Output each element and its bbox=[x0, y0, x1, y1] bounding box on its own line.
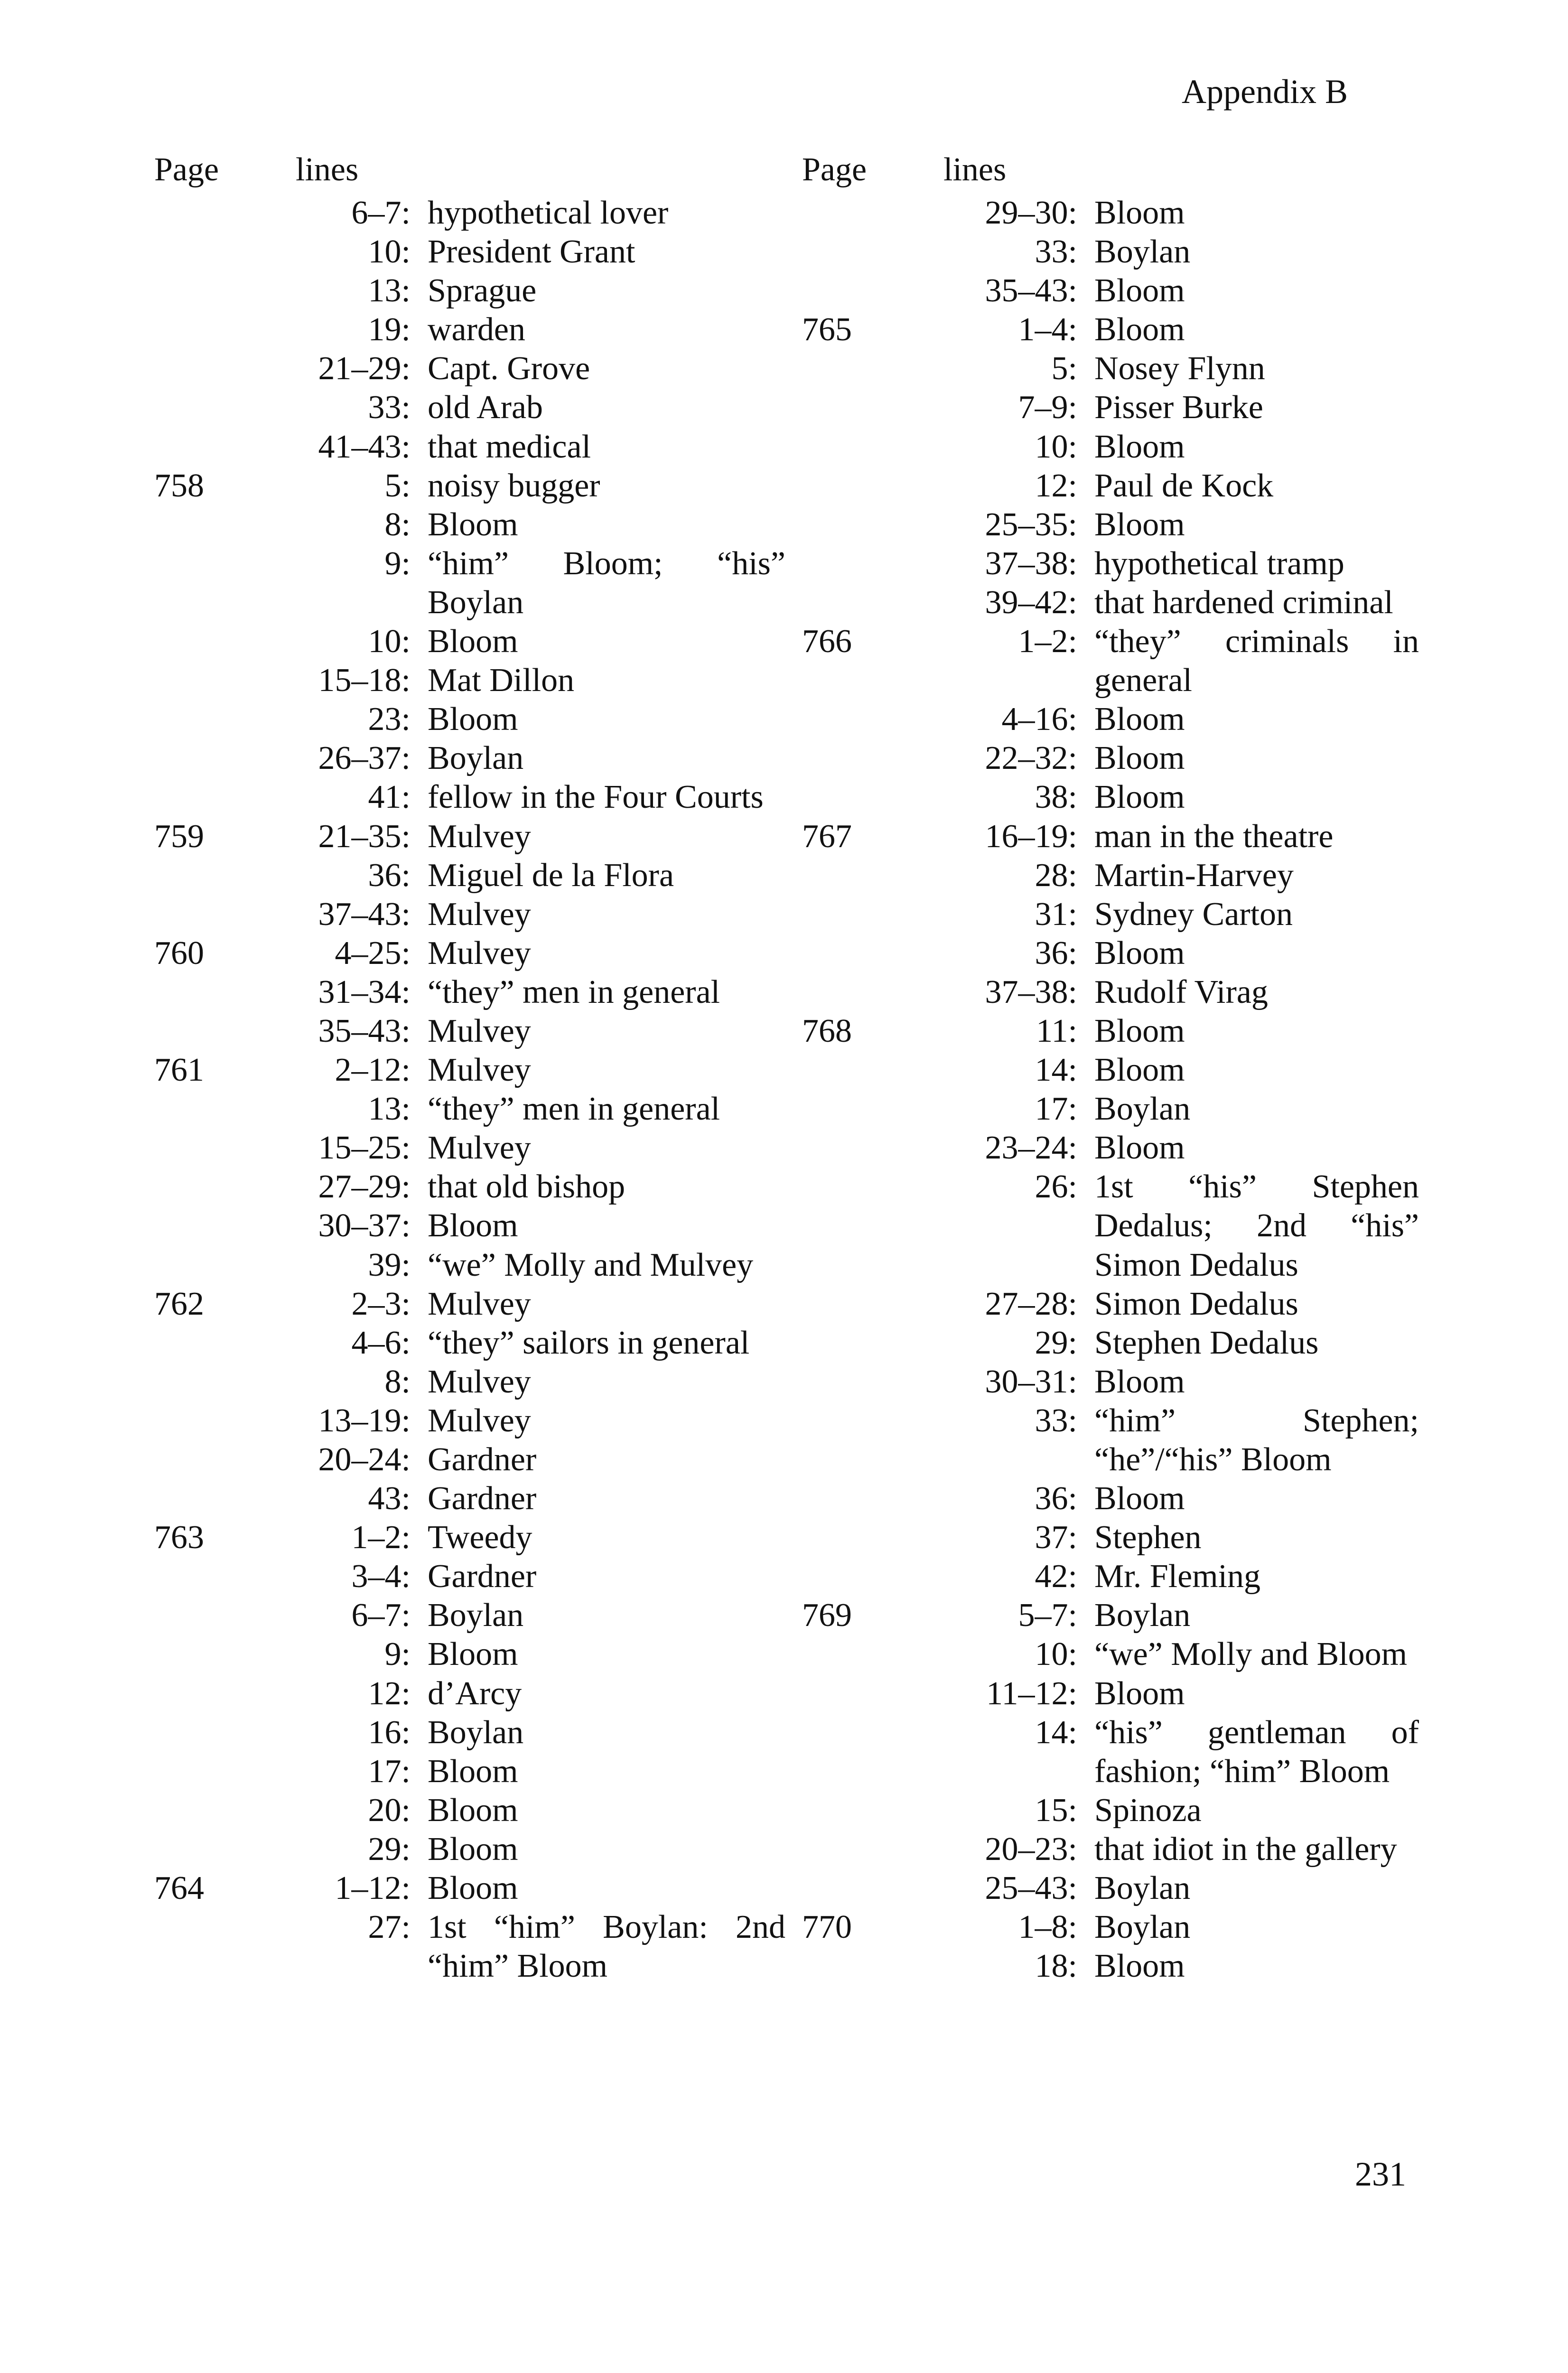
line-range: 4–16: bbox=[1001, 701, 1077, 738]
referent-name: Mulvey bbox=[428, 1012, 531, 1049]
referent-name: noisy bugger bbox=[428, 467, 600, 504]
referent-name: 1st “his” Stephen Dedalus; 2nd “his” Simon Dedalus bbox=[1094, 1168, 1419, 1283]
line-range: 35–43: bbox=[985, 272, 1077, 309]
index-entry bbox=[802, 1947, 1419, 1986]
index-entry bbox=[154, 544, 785, 622]
line-range: 36: bbox=[368, 857, 411, 894]
line-range: 36: bbox=[1035, 934, 1077, 972]
line-range: 20: bbox=[368, 1792, 411, 1829]
index-entry bbox=[802, 467, 1419, 505]
referent-name: President Grant bbox=[428, 234, 635, 271]
line-range: 10: bbox=[368, 234, 411, 271]
line-range: 13: bbox=[368, 272, 411, 309]
line-range: 27–29: bbox=[318, 1168, 411, 1205]
referent-name: Gardner bbox=[428, 1480, 537, 1517]
page-ref: 767 bbox=[802, 818, 852, 855]
index-entry bbox=[154, 1285, 785, 1324]
index-entry bbox=[154, 1401, 785, 1440]
referent-name: Stephen Dedalus bbox=[1094, 1324, 1319, 1361]
index-entry bbox=[154, 817, 785, 856]
referent-name: Capt. Grove bbox=[428, 350, 590, 387]
line-range: 8: bbox=[384, 506, 411, 543]
line-range: 23–24: bbox=[985, 1130, 1077, 1167]
referent-name: “we” Molly and Bloom bbox=[1094, 1636, 1408, 1673]
line-range: 43: bbox=[368, 1480, 411, 1517]
index-entry bbox=[154, 1246, 785, 1285]
index-entry bbox=[154, 1830, 785, 1869]
line-range: 6–7: bbox=[351, 1597, 411, 1634]
line-range: 6–7: bbox=[351, 195, 411, 231]
referent-name: Bloom bbox=[1094, 1480, 1185, 1517]
page-ref: 768 bbox=[802, 1012, 852, 1049]
index-column-left bbox=[154, 151, 785, 1986]
referent-name: Bloom bbox=[1094, 1675, 1185, 1712]
referent-name: Boylan bbox=[428, 740, 524, 777]
page-number: 231 bbox=[1355, 2155, 1406, 2193]
line-range: 1–2: bbox=[1018, 623, 1077, 660]
referent-name: Bloom bbox=[428, 1870, 518, 1907]
index-entry bbox=[802, 700, 1419, 739]
index-entry bbox=[802, 1401, 1419, 1479]
index-entry bbox=[802, 388, 1419, 427]
line-range: 22–32: bbox=[985, 740, 1077, 777]
referent-name: Mulvey bbox=[428, 1363, 531, 1400]
index-entry bbox=[154, 622, 785, 661]
index-entry bbox=[154, 973, 785, 1012]
referent-name: man in the theatre bbox=[1094, 818, 1334, 855]
referent-name: Stephen bbox=[1094, 1519, 1202, 1556]
line-range: 13–19: bbox=[318, 1402, 411, 1439]
referent-name: that hardened criminal bbox=[1094, 584, 1393, 621]
referent-name: Bloom bbox=[428, 701, 518, 738]
referent-name: Nosey Flynn bbox=[1094, 350, 1265, 387]
referent-name: Bloom bbox=[1094, 272, 1185, 309]
page-ref: 762 bbox=[154, 1285, 204, 1322]
page-ref: 758 bbox=[154, 467, 204, 504]
referent-name: Sprague bbox=[428, 272, 537, 309]
index-entry bbox=[802, 1129, 1419, 1168]
line-range: 1–2: bbox=[351, 1519, 411, 1556]
line-range: 39–42: bbox=[985, 584, 1077, 621]
referent-name: Bloom bbox=[1094, 701, 1185, 738]
referent-name: Mulvey bbox=[428, 818, 531, 855]
referent-name: “him” Bloom; “his” Boylan bbox=[428, 545, 785, 621]
index-entry bbox=[154, 1479, 785, 1518]
referent-name: Bloom bbox=[428, 506, 518, 543]
index-entry bbox=[154, 1206, 785, 1245]
referent-name: Bloom bbox=[428, 1207, 518, 1244]
index-entry bbox=[154, 1596, 785, 1635]
referent-name: Bloom bbox=[428, 1636, 518, 1673]
referent-name: Miguel de la Flora bbox=[428, 857, 674, 894]
referent-name: Mulvey bbox=[428, 1285, 531, 1322]
referent-name: hypothetical tramp bbox=[1094, 545, 1344, 582]
referent-name: Bloom bbox=[1094, 428, 1185, 465]
referent-name: “they” men in general bbox=[428, 973, 720, 1010]
index-entry bbox=[154, 1791, 785, 1830]
referent-name: Pisser Burke bbox=[1094, 389, 1263, 426]
referent-name: “we” Molly and Mulvey bbox=[428, 1246, 754, 1283]
index-entry bbox=[802, 739, 1419, 778]
referent-name: d’Arcy bbox=[428, 1675, 522, 1712]
line-range: 1–12: bbox=[335, 1870, 411, 1907]
index-entry bbox=[802, 1830, 1419, 1869]
line-range: 15: bbox=[1035, 1792, 1077, 1829]
index-entry bbox=[802, 233, 1419, 271]
line-range: 11: bbox=[1036, 1012, 1077, 1049]
line-range: 3–4: bbox=[351, 1558, 411, 1595]
index-rows bbox=[802, 194, 1419, 1986]
referent-name: Mulvey bbox=[428, 1130, 531, 1167]
referent-name: Mulvey bbox=[428, 1402, 531, 1439]
index-entry bbox=[802, 194, 1419, 233]
index-entry bbox=[802, 349, 1419, 388]
line-range: 19: bbox=[368, 311, 411, 348]
line-range: 20–24: bbox=[318, 1441, 411, 1478]
index-entry bbox=[154, 233, 785, 271]
index-entry bbox=[154, 739, 785, 778]
line-range: 35–43: bbox=[318, 1012, 411, 1049]
index-entry bbox=[802, 544, 1419, 583]
line-range: 33: bbox=[1035, 1402, 1077, 1439]
line-range: 41: bbox=[368, 779, 411, 816]
index-entry bbox=[154, 428, 785, 467]
index-entry bbox=[154, 194, 785, 233]
line-range: 31: bbox=[1035, 896, 1077, 933]
index-entry bbox=[154, 856, 785, 895]
line-range: 41–43: bbox=[318, 428, 411, 465]
page-ref: 769 bbox=[802, 1597, 852, 1634]
index-entry bbox=[154, 1869, 785, 1908]
index-entry bbox=[802, 622, 1419, 700]
index-entry bbox=[802, 895, 1419, 934]
index-entry bbox=[802, 817, 1419, 856]
index-entry bbox=[154, 1440, 785, 1479]
index-entry bbox=[154, 1518, 785, 1557]
line-range: 25–43: bbox=[985, 1870, 1077, 1907]
running-header: Appendix B bbox=[1182, 73, 1348, 111]
referent-name: Bloom bbox=[428, 1753, 518, 1790]
line-range: 16: bbox=[368, 1714, 411, 1751]
line-range: 13: bbox=[368, 1091, 411, 1128]
index-entry bbox=[802, 1557, 1419, 1596]
referent-name: that medical bbox=[428, 428, 591, 465]
index-entry bbox=[802, 1363, 1419, 1401]
referent-name: Rudolf Virag bbox=[1094, 973, 1268, 1010]
line-range: 29: bbox=[1035, 1324, 1077, 1361]
index-entry bbox=[154, 1168, 785, 1206]
index-entry bbox=[802, 1285, 1419, 1324]
referent-name: that old bishop bbox=[428, 1168, 625, 1205]
line-range: 17: bbox=[1035, 1091, 1077, 1128]
line-range: 21–29: bbox=[318, 350, 411, 387]
line-range: 8: bbox=[384, 1363, 411, 1400]
referent-name: Spinoza bbox=[1094, 1792, 1202, 1829]
line-range: 15–25: bbox=[318, 1130, 411, 1167]
referent-name: Bloom bbox=[1094, 934, 1185, 972]
index-entry bbox=[802, 1908, 1419, 1947]
line-range: 9: bbox=[384, 1636, 411, 1673]
page-ref: 770 bbox=[802, 1909, 852, 1946]
page-ref: 760 bbox=[154, 934, 204, 972]
line-range: 5–7: bbox=[1018, 1597, 1077, 1634]
index-entry bbox=[802, 271, 1419, 310]
line-range: 21–35: bbox=[318, 818, 411, 855]
index-entry bbox=[802, 1869, 1419, 1908]
line-range: 15–18: bbox=[318, 662, 411, 699]
index-entry bbox=[802, 1518, 1419, 1557]
page-ref: 764 bbox=[154, 1870, 204, 1907]
page-ref: 761 bbox=[154, 1052, 204, 1089]
referent-name: warden bbox=[428, 311, 526, 348]
index-entry bbox=[802, 1051, 1419, 1090]
line-range: 4–25: bbox=[335, 934, 411, 972]
line-range: 1–8: bbox=[1018, 1909, 1077, 1946]
index-entry bbox=[154, 700, 785, 739]
page-column-heading: Page bbox=[802, 151, 867, 188]
index-entry bbox=[154, 1908, 785, 1986]
line-range: 33: bbox=[1035, 234, 1077, 271]
page-ref: 766 bbox=[802, 623, 852, 660]
referent-name: fellow in the Four Courts bbox=[428, 779, 764, 816]
line-range: 30–31: bbox=[985, 1363, 1077, 1400]
index-entry bbox=[802, 1791, 1419, 1830]
index-entry bbox=[154, 1051, 785, 1090]
referent-name: “they” men in general bbox=[428, 1091, 720, 1128]
index-entry bbox=[154, 1674, 785, 1713]
index-entry bbox=[802, 1012, 1419, 1051]
line-range: 20–23: bbox=[985, 1831, 1077, 1868]
referent-name: Bloom bbox=[428, 1831, 518, 1868]
line-range: 5: bbox=[384, 467, 411, 504]
line-range: 37–43: bbox=[318, 896, 411, 933]
line-range: 2–3: bbox=[351, 1285, 411, 1322]
line-range: 31–34: bbox=[318, 973, 411, 1010]
referent-name: Bloom bbox=[1094, 1948, 1185, 1985]
referent-name: Sydney Carton bbox=[1094, 896, 1293, 933]
column-header bbox=[154, 151, 785, 194]
referent-name: Bloom bbox=[428, 623, 518, 660]
line-range: 39: bbox=[368, 1246, 411, 1283]
line-range: 26–37: bbox=[318, 740, 411, 777]
referent-name: Mat Dillon bbox=[428, 662, 575, 699]
line-range: 26: bbox=[1035, 1168, 1077, 1205]
index-column-right bbox=[802, 151, 1419, 1986]
line-range: 28: bbox=[1035, 857, 1077, 894]
line-range: 14: bbox=[1035, 1714, 1077, 1751]
line-range: 18: bbox=[1035, 1948, 1077, 1985]
page-ref: 765 bbox=[802, 311, 852, 348]
line-range: 29–30: bbox=[985, 195, 1077, 231]
referent-name: Boylan bbox=[428, 1714, 524, 1751]
referent-name: Bloom bbox=[1094, 1012, 1185, 1049]
referent-name: Bloom bbox=[1094, 311, 1185, 348]
index-entry bbox=[802, 1168, 1419, 1284]
line-range: 9: bbox=[384, 545, 411, 582]
referent-name: Mulvey bbox=[428, 896, 531, 933]
referent-name: Bloom bbox=[428, 1792, 518, 1829]
index-entry bbox=[802, 778, 1419, 817]
line-range: 10: bbox=[1035, 428, 1077, 465]
index-entry bbox=[802, 310, 1419, 349]
index-entry bbox=[802, 1090, 1419, 1129]
index-entry bbox=[802, 583, 1419, 622]
index-entry bbox=[154, 271, 785, 310]
line-range: 2–12: bbox=[335, 1052, 411, 1089]
line-range: 23: bbox=[368, 701, 411, 738]
lines-column-heading: lines bbox=[296, 151, 359, 188]
referent-name: Boylan bbox=[1094, 1909, 1191, 1946]
page-ref: 763 bbox=[154, 1519, 204, 1556]
column-header bbox=[802, 151, 1419, 194]
line-range: 5: bbox=[1051, 350, 1077, 387]
index-entry bbox=[154, 310, 785, 349]
line-range: 37: bbox=[1035, 1519, 1077, 1556]
referent-name: Martin-Harvey bbox=[1094, 857, 1294, 894]
referent-name: “they” criminals in general bbox=[1094, 623, 1419, 699]
line-range: 10: bbox=[1035, 1636, 1077, 1673]
index-entry bbox=[154, 661, 785, 700]
index-entry bbox=[802, 1479, 1419, 1518]
line-range: 33: bbox=[368, 389, 411, 426]
referent-name: that idiot in the gallery bbox=[1094, 1831, 1397, 1868]
index-entry bbox=[154, 349, 785, 388]
index-entry bbox=[154, 505, 785, 544]
referent-name: Boylan bbox=[1094, 1091, 1191, 1128]
referent-name: Mulvey bbox=[428, 1052, 531, 1089]
page-column-heading: Page bbox=[154, 151, 219, 188]
referent-name: Bloom bbox=[1094, 740, 1185, 777]
line-range: 1–4: bbox=[1018, 311, 1077, 348]
referent-name: old Arab bbox=[428, 389, 543, 426]
line-range: 29: bbox=[368, 1831, 411, 1868]
index-entry bbox=[802, 1635, 1419, 1674]
line-range: 37–38: bbox=[985, 973, 1077, 1010]
referent-name: Bloom bbox=[1094, 779, 1185, 816]
referent-name: Bloom bbox=[1094, 1130, 1185, 1167]
index-entry bbox=[154, 388, 785, 427]
page-ref: 759 bbox=[154, 818, 204, 855]
index-entry bbox=[154, 895, 785, 934]
referent-name: “him” Stephen; “he”/“his” Bloom bbox=[1094, 1402, 1419, 1478]
line-range: 42: bbox=[1035, 1558, 1077, 1595]
referent-name: “his” gentleman of fashion; “him” Bloom bbox=[1094, 1714, 1419, 1790]
line-range: 27: bbox=[368, 1909, 411, 1946]
referent-name: Bloom bbox=[1094, 195, 1185, 231]
referent-name: Paul de Kock bbox=[1094, 467, 1274, 504]
line-range: 38: bbox=[1035, 779, 1077, 816]
index-entry bbox=[802, 1324, 1419, 1363]
line-range: 37–38: bbox=[985, 545, 1077, 582]
line-range: 17: bbox=[368, 1753, 411, 1790]
referent-name: Mr. Fleming bbox=[1094, 1558, 1261, 1595]
line-range: 4–6: bbox=[351, 1324, 411, 1361]
index-entry bbox=[154, 1363, 785, 1401]
referent-name: hypothetical lover bbox=[428, 195, 669, 231]
index-entry bbox=[802, 1596, 1419, 1635]
index-entry bbox=[154, 1129, 785, 1168]
line-range: 27–28: bbox=[985, 1285, 1077, 1322]
referent-name: 1st “him” Boylan: 2nd “him” Bloom bbox=[428, 1909, 785, 1985]
line-range: 7–9: bbox=[1018, 389, 1077, 426]
referent-name: Mulvey bbox=[428, 934, 531, 972]
referent-name: Bloom bbox=[1094, 1363, 1185, 1400]
index-entry bbox=[802, 428, 1419, 467]
referent-name: Tweedy bbox=[428, 1519, 532, 1556]
index-entry bbox=[802, 1713, 1419, 1791]
index-entry bbox=[802, 856, 1419, 895]
index-entry bbox=[154, 934, 785, 973]
line-range: 14: bbox=[1035, 1052, 1077, 1089]
index-entry bbox=[802, 934, 1419, 973]
line-range: 16–19: bbox=[985, 818, 1077, 855]
index-rows bbox=[154, 194, 785, 1986]
referent-name: “they” sailors in general bbox=[428, 1324, 750, 1361]
lines-column-heading: lines bbox=[943, 151, 1007, 188]
line-range: 12: bbox=[1035, 467, 1077, 504]
referent-name: Boylan bbox=[1094, 1870, 1191, 1907]
line-range: 10: bbox=[368, 623, 411, 660]
line-range: 11–12: bbox=[986, 1675, 1077, 1712]
referent-name: Gardner bbox=[428, 1441, 537, 1478]
index-entry bbox=[154, 467, 785, 505]
index-entry bbox=[802, 505, 1419, 544]
index-entry bbox=[154, 778, 785, 817]
index-entry bbox=[154, 1752, 785, 1791]
line-range: 25–35: bbox=[985, 506, 1077, 543]
index-entry bbox=[802, 973, 1419, 1012]
index-entry bbox=[154, 1324, 785, 1363]
referent-name: Bloom bbox=[1094, 506, 1185, 543]
index-entry bbox=[154, 1557, 785, 1596]
line-range: 30–37: bbox=[318, 1207, 411, 1244]
referent-name: Simon Dedalus bbox=[1094, 1285, 1298, 1322]
referent-name: Boylan bbox=[1094, 234, 1191, 271]
index-entry bbox=[154, 1012, 785, 1051]
index-entry bbox=[154, 1635, 785, 1674]
referent-name: Boylan bbox=[428, 1597, 524, 1634]
index-entry bbox=[802, 1674, 1419, 1713]
referent-name: Gardner bbox=[428, 1558, 537, 1595]
referent-name: Boylan bbox=[1094, 1597, 1191, 1634]
index-entry bbox=[154, 1090, 785, 1129]
index-entry bbox=[154, 1713, 785, 1752]
line-range: 12: bbox=[368, 1675, 411, 1712]
line-range: 36: bbox=[1035, 1480, 1077, 1517]
referent-name: Bloom bbox=[1094, 1052, 1185, 1089]
